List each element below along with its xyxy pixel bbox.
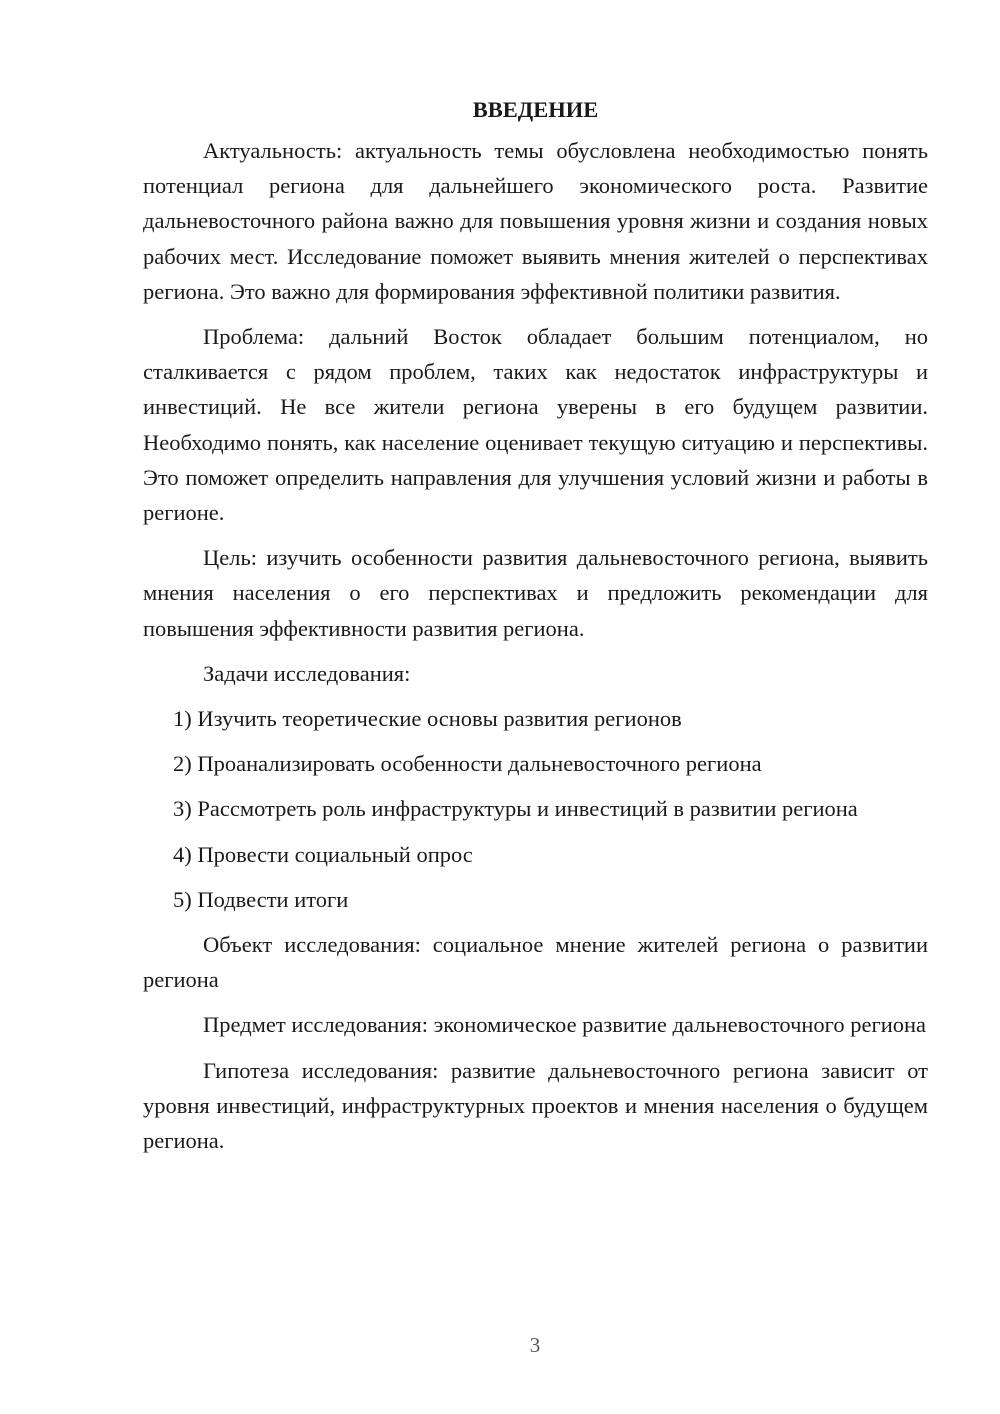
page-number: 3 [529, 1333, 541, 1357]
document-page [143, 92, 928, 1168]
task-item-1: 1) Изучить теоретические основы развития регионов [173, 706, 682, 732]
hypothesis-paragraph: Гипотеза исследования: развитие дальневосточного региона зависит от уровня инвестиций, инфраструктурных проектов и мнения населения о будущем региона. [143, 1057, 928, 1154]
task-item-2: 2) Проанализировать особенности дальневосточного региона [173, 751, 762, 777]
task-item-3: 3) Рассмотреть роль инфраструктуры и инвестиций в развитии региона [173, 796, 858, 822]
problem-paragraph: Проблема: дальний Восток обладает большим потенциалом, но сталкивается с рядом проблем, таких как недостаток инфраструктуры и инвестиций. Не все жители региона уверены в его будущем развитии. Необходимо понять, как население оценивает текущую ситуацию и перспективы. Это поможет определить направления для улучшения условий жизни и работы в регионе. [143, 324, 928, 526]
research-subject-paragraph: Предмет исследования: экономическое развитие дальневосточного региона [203, 1012, 927, 1038]
tasks-heading: Задачи исследования: [203, 660, 411, 686]
research-object-paragraph: Объект исследования: социальное мнение жителей региона о развитии региона [143, 932, 928, 993]
goal-paragraph: Цель: изучить особенности развития дальневосточного региона, выявить мнения населения о его перспективах и предложить рекомендации для повышения эффективности развития региона. [143, 545, 928, 641]
relevance-paragraph: Актуальность: актуальность темы обусловлена необходимостью понять потенциал региона для дальнейшего экономического роста. Развитие дальневосточного района важно для повышения уровня жизни и создания новых рабочих мест. Исследование поможет выявить мнения жителей о перспективах региона. Это важно для формирования эффективной политики развития. [143, 138, 928, 304]
task-item-4: 4) Провести социальный опрос [173, 841, 473, 867]
task-item-5: 5) Подвести итоги [173, 886, 349, 912]
page-title: ВВЕДЕНИЕ [472, 97, 599, 122]
